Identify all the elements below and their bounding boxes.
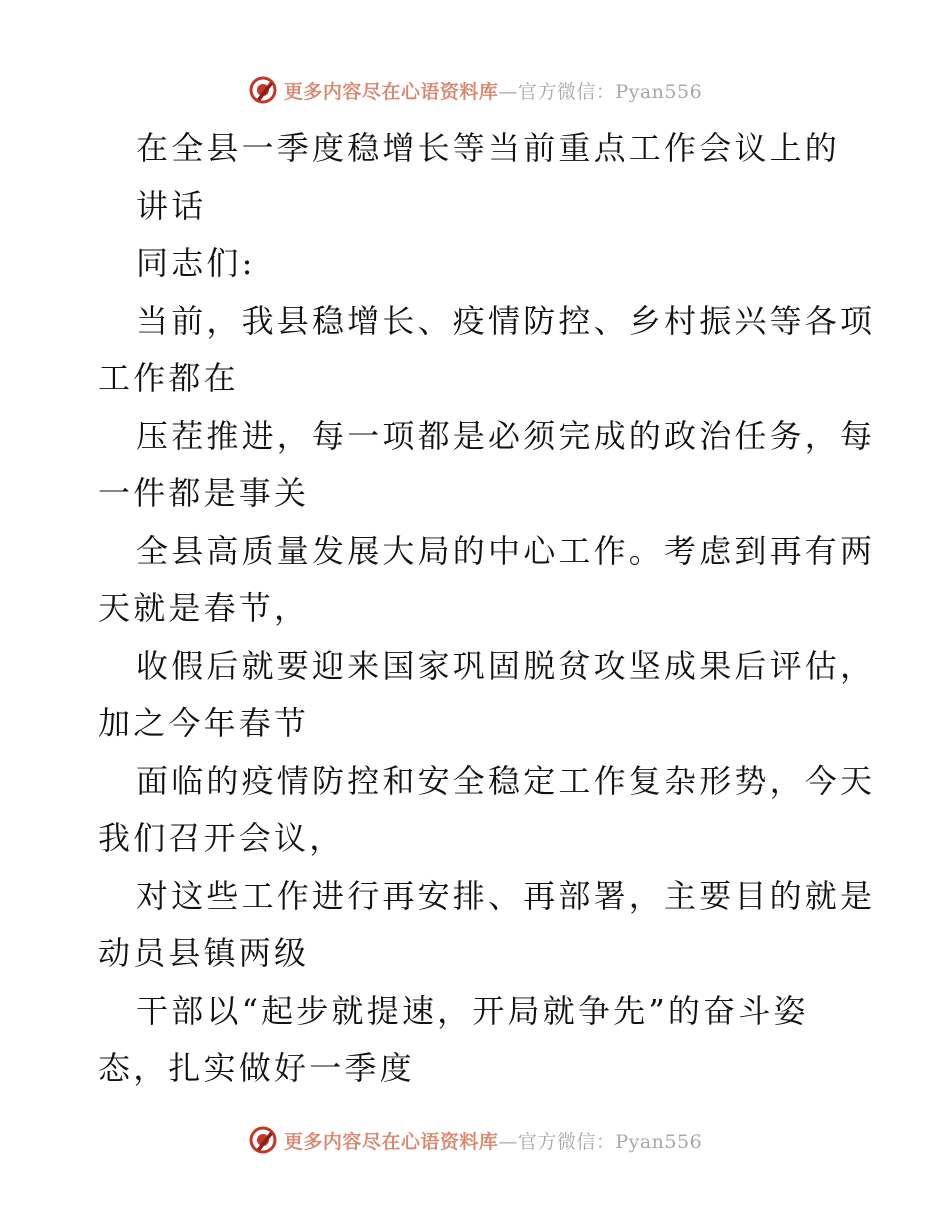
- paragraph-line: 动员县镇两级: [98, 934, 310, 972]
- paragraph-line: 天就是春节，: [98, 589, 310, 627]
- paragraph-line: 全县高质量发展大局的中心工作。考虑到再有两: [136, 531, 876, 570]
- title-line-1: 在全县一季度稳增长等当前重点工作会议上的: [136, 129, 841, 167]
- header-banner-text: [284, 77, 702, 104]
- paragraph-line: 加之今年春节: [98, 704, 310, 742]
- paragraph-line: 收假后就要迎来国家巩固脱贫攻坚成果后评估，: [136, 646, 876, 685]
- paragraph-line: 面临的疫情防控和安全稳定工作复杂形势，今天: [136, 761, 876, 800]
- pen-logo-icon: [248, 75, 278, 105]
- header-brand: 更多内容尽在心语资料库: [283, 80, 499, 103]
- footer-contact: —官方微信：Pyan556: [498, 1130, 703, 1153]
- greeting: 同志们:: [136, 244, 256, 282]
- pen-logo-icon: [248, 1125, 278, 1155]
- paragraph-line: 压茬推进，每一项都是必须完成的政治任务，每: [136, 416, 876, 455]
- header-contact: —官方微信：Pyan556: [498, 80, 703, 103]
- paragraph-line: 一件都是事关: [98, 474, 310, 512]
- title-line-2: 讲话: [136, 186, 207, 225]
- footer-banner: [0, 1120, 950, 1160]
- footer-banner-text: [284, 1127, 702, 1154]
- paragraph-line: 对这些工作进行再安排、再部署，主要目的就是: [136, 876, 876, 915]
- footer-brand: 更多内容尽在心语资料库: [283, 1130, 499, 1153]
- paragraph-line: 态，扎实做好一季度: [98, 1049, 415, 1087]
- paragraph-line: 干部以“起步就提速，开局就争先”的奋斗姿: [136, 991, 809, 1030]
- paragraph-line: 工作都在: [98, 359, 239, 397]
- document-body: [98, 120, 876, 1098]
- paragraph-line: 我们召开会议，: [98, 819, 345, 857]
- paragraph-line: 当前，我县稳增长、疫情防控、乡村振兴等各项: [136, 301, 876, 340]
- header-banner: [0, 70, 950, 110]
